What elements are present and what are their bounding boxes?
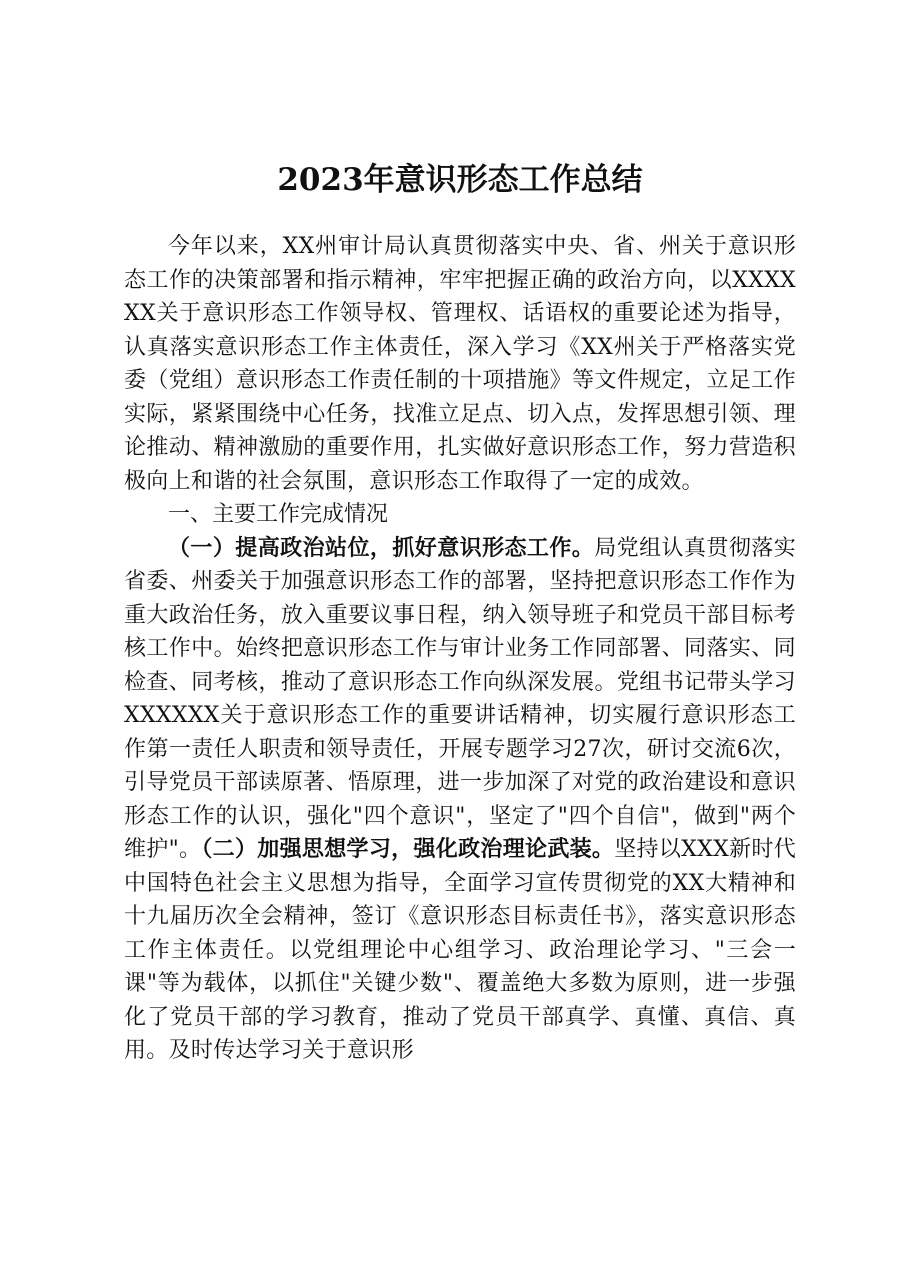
sub-body-political-standing: 局党组认真贯彻落实省委、州委关于加强意识形态工作的部署，坚持把意识形态工作作为重大政治任务，放入重要议事日程，纳入领导班子和党员干部目标考核工作中。始终把意识形态工作与审计业务工作同部署、同落实、同检查、同考核，推动了意识形态工作向纵深发展。党组书记带头学习XXXXXX关于意识形态工作的重要讲话精神，切实履行意识形态工作第一责任人职责和领导责任，开展专题学习27次，研讨交流6次，引导党员干部读原著、悟原理，进一步加深了对党的政治建设和意识形态工作的认识，强化"四个意识"，坚定了"四个自信"，做到"两个维护"。 bbox=[124, 535, 797, 862]
intro-paragraph: 今年以来，XX州审计局认真贯彻落实中央、省、州关于意识形态工作的决策部署和指示精神，牢牢把握正确的政治方向，以XXXXXX关于意识形态工作领导权、管理权、话语权的重要论述为指导，认真落实意识形态工作主体责任，深入学习《XX州关于严格落实党委（党组）意识形态工作责任制的十项措施》等文件规定，立足工作实际，紧紧围绕中心任务，找准立足点、切入点，发挥思想引领、理论推动、精神激励的重要作用，扎实做好意识形态工作，努力营造积极向上和谐的社会氛围，意识形态工作取得了一定的成效。 bbox=[124, 234, 796, 494]
sub-body-ideological-study: 坚持以XXX新时代中国特色社会主义思想为指导，全面学习宣传贯彻党的XX大精神和十九届历次全会精神，签订《意识形态目标责任书》，落实意识形态工作主体责任。以党组理论中心组学习、政治理论学习、"三会一课"等为载体，以抓住"关键少数"、覆盖绝大多数为原则，进一步强化了党员干部的学习教育，推动了党员干部真学、真懂、真信、真用。及时传达学习关于意识形 bbox=[124, 837, 796, 1063]
document-title: 2023年意识形态工作总结 bbox=[277, 162, 643, 198]
sub-heading-ideological-study: （二）加强思想学习，强化政治理论武装。 bbox=[201, 836, 615, 862]
sub-heading-political-standing: （一）提高政治站位，抓好意识形态工作。 bbox=[168, 534, 595, 561]
section-heading-main-work: 一、主要工作完成情况 bbox=[168, 502, 389, 527]
document-page bbox=[124, 150, 796, 1068]
body-paragraph-sub-sections bbox=[124, 532, 796, 1068]
